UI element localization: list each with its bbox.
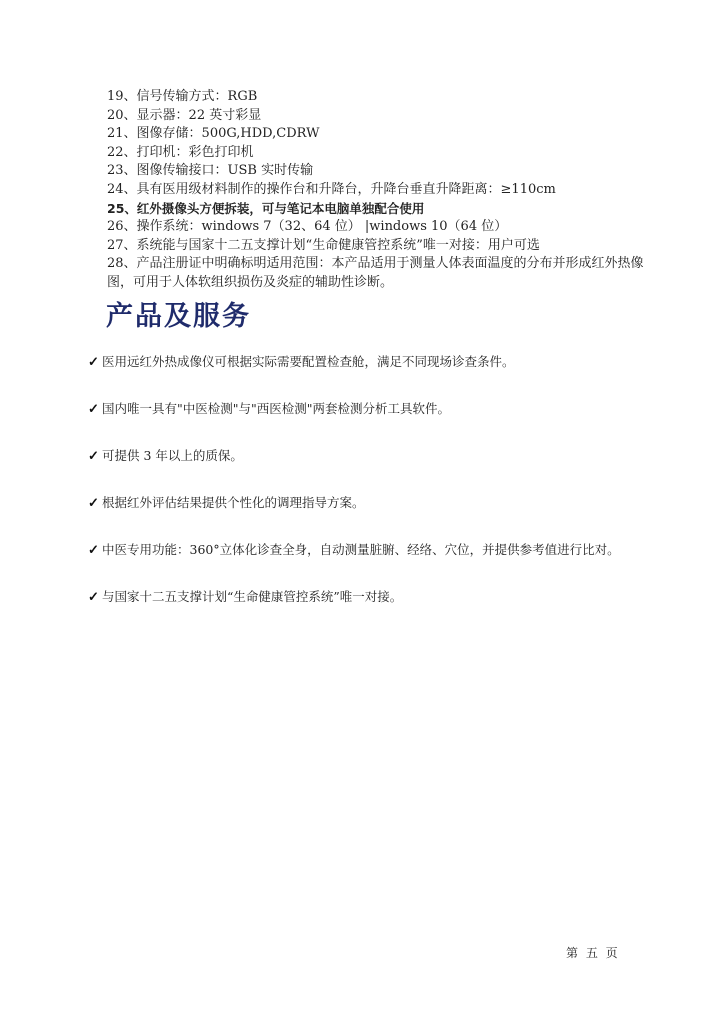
- check-icon: ✓: [88, 543, 99, 558]
- spec-item-21: 21、图像存储：500G,HDD,CDRW: [107, 126, 320, 142]
- spec-item-20: 20、显示器：22 英寸彩显: [107, 107, 262, 123]
- service-item: [88, 352, 688, 399]
- spec-item-25: 25、红外摄像头方便拆装，可与笔记本电脑单独配合使用: [107, 200, 425, 216]
- service-item-text: 医用远红外热成像仪可根据实际需要配置检查舱，满足不同现场诊查条件。: [102, 354, 515, 369]
- check-icon: ✓: [88, 496, 99, 511]
- check-icon: ✓: [88, 590, 99, 605]
- spec-item-26: 26、操作系统：windows 7（32、64 位） |windows 10（64 位）: [107, 219, 508, 235]
- service-item: [88, 446, 688, 493]
- spec-item-27: 27、系统能与国家十二五支撑计划“生命健康管控系统”唯一对接：用户可选: [107, 237, 540, 253]
- spec-item-22: 22、打印机：彩色打印机: [107, 144, 254, 160]
- spec-item-19: 19、信号传输方式：RGB: [107, 89, 258, 104]
- service-item-text: 与国家十二五支撑计划“生命健康管控系统”唯一对接。: [102, 589, 403, 604]
- section-title: 产品及服务: [106, 301, 251, 332]
- spec-item-23: 23、图像传输接口：USB 实时传输: [107, 163, 314, 179]
- spec-item-28: 28、产品注册证中明确标明适用范围：本产品适用于测量人体表面温度的分布并形成红外热像图，可用于人体软组织损伤及炎症的辅助性诊断。: [107, 256, 644, 290]
- page-number: 第 五 页: [566, 946, 620, 960]
- spec-list: [107, 88, 667, 293]
- spec-item-24: 24、具有医用级材料制作的操作台和升降台，升降台垂直升降距离：≥110cm: [107, 181, 556, 197]
- check-icon: ✓: [88, 402, 99, 417]
- service-item: [88, 587, 688, 634]
- service-item: [88, 540, 688, 587]
- service-list: [88, 352, 688, 634]
- service-item-text: 中医专用功能：360°立体化诊查全身，自动测量脏腑、经络、穴位，并提供参考值进行比对。: [102, 542, 620, 557]
- check-icon: ✓: [88, 449, 99, 464]
- service-item-text: 根据红外评估结果提供个性化的调理指导方案。: [102, 495, 365, 510]
- service-item-text: 可提供 3 年以上的质保。: [102, 448, 243, 463]
- service-item: [88, 399, 688, 446]
- service-item-text: 国内唯一具有"中医检测"与"西医检测"两套检测分析工具软件。: [102, 401, 450, 416]
- check-icon: ✓: [88, 355, 99, 370]
- service-item: [88, 493, 688, 540]
